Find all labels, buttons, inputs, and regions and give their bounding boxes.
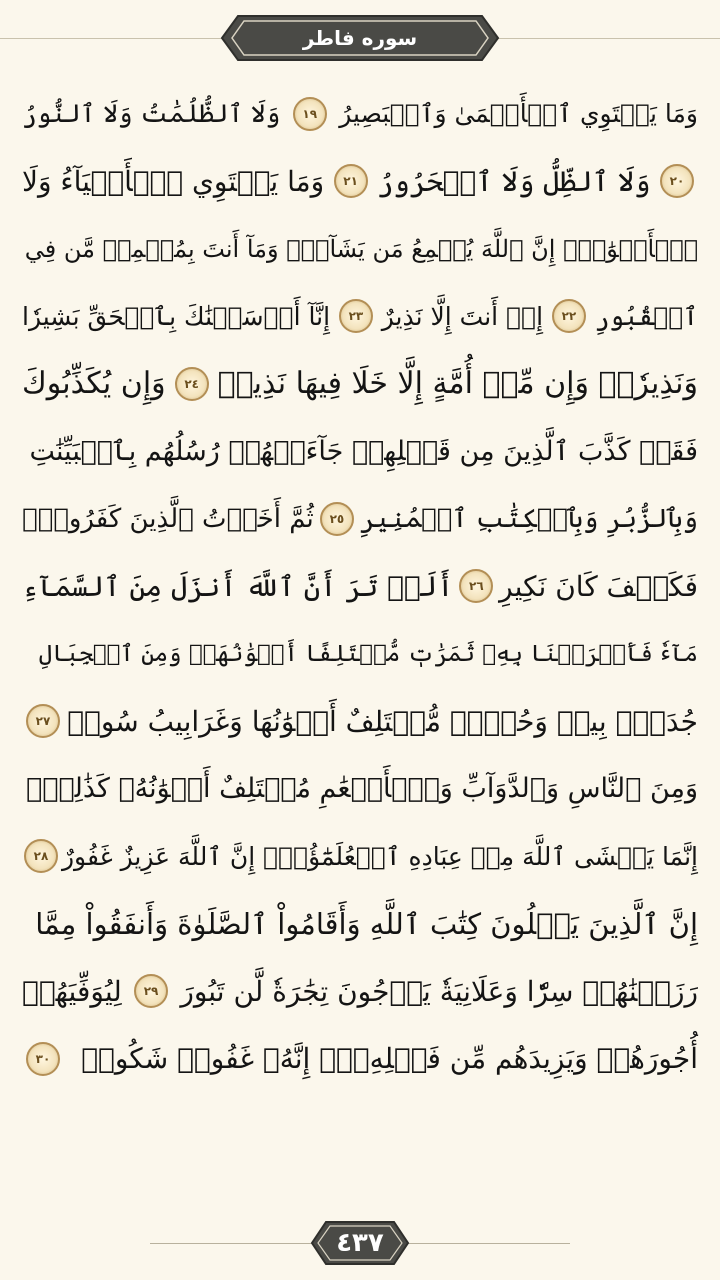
verse-text: وَنَذِيرٗاۚ وَإِن مِّنۡ أُمَّةٍ إِلَّا خَلَا فِيهَا نَذِيرٞ bbox=[217, 366, 698, 402]
text-line bbox=[22, 620, 698, 688]
text-line bbox=[22, 418, 698, 486]
verse-text: ثُمَّ أَخَذۡتُ ٱلَّذِينَ كَفَرُواْۖ bbox=[22, 503, 314, 534]
ayah-number-marker: ٢٥ bbox=[320, 502, 354, 536]
text-line bbox=[22, 80, 698, 148]
text-line bbox=[22, 148, 698, 216]
text-line bbox=[22, 485, 698, 553]
verse-text: فَكَيۡفَ كَانَ نَكِيرِ bbox=[499, 569, 698, 603]
verse-text: وَمَا يَسۡتَوِي ٱلۡأَحۡيَآءُ وَلَا bbox=[22, 164, 325, 198]
ayah-number-marker: ٢٨ bbox=[24, 839, 58, 873]
page-footer bbox=[0, 1212, 720, 1272]
verse-text: إِنَّآ أَرۡسَلۡنَٰكَ بِٱلۡحَقِّ بَشِيرٗا bbox=[22, 301, 331, 331]
text-line bbox=[22, 350, 698, 418]
verse-text: وَلَا ٱلظُّلُمَٰتُ وَلَا ٱلنُّورُ bbox=[22, 99, 281, 129]
text-line bbox=[22, 688, 698, 756]
ayah-number-marker: ٢٦ bbox=[459, 569, 493, 603]
surah-title: سوره فاطر bbox=[302, 26, 418, 50]
text-line bbox=[22, 1025, 698, 1093]
verse-text: وَلَا ٱلظِّلُّ وَلَا ٱلۡحَرُورُ bbox=[377, 164, 651, 198]
ayah-number-marker: ١٩ bbox=[293, 97, 327, 131]
verse-text: إِنۡ أَنتَ إِلَّا نَذِيرٌ bbox=[381, 301, 544, 331]
verse-text: رَزَقۡنَٰهُمۡ سِرّٗا وَعَلَانِيَةٗ يَرۡجُونَ تِجَٰرَةٗ لَّن تَبُورَ bbox=[180, 974, 698, 1008]
verse-text: أَلَمۡ تَرَ أَنَّ ٱللَّهَ أَنزَلَ مِنَ ٱلسَّمَآءِ bbox=[22, 569, 454, 603]
verse-text: وَبِٱلزُّبُرِ وَبِٱلۡكِتَٰبِ ٱلۡمُنِيرِ bbox=[360, 503, 698, 534]
verse-text: إِنَّمَا يَخۡشَى ٱللَّهَ مِنۡ عِبَادِهِ ٱلۡعُلَمَٰٓؤُاْۗ إِنَّ ٱللَّهَ عَزِيزٌ غَفُورٌ bbox=[61, 841, 698, 871]
ayah-number-marker: ٢٩ bbox=[134, 974, 168, 1008]
verse-text: أُجُورَهُمۡ وَيَزِيدَهُم مِّن فَضۡلِهِۦٓۚ إِنَّهُۥ غَفُورٞ شَكُورٞ bbox=[81, 1042, 698, 1076]
ayah-number-marker: ٢٧ bbox=[26, 704, 60, 738]
ayah-number-marker: ٢٤ bbox=[175, 367, 209, 401]
verse-text: وَمَا يَسۡتَوِي ٱلۡأَعۡمَىٰ وَٱلۡبَصِيرُ bbox=[339, 99, 698, 129]
verse-text: لِيُوَفِّيَهُمۡ bbox=[22, 974, 122, 1008]
ayah-number-marker: ٢٣ bbox=[339, 299, 373, 333]
text-line bbox=[22, 755, 698, 823]
text-line bbox=[22, 890, 698, 958]
page-number: ٤٣٧ bbox=[336, 1228, 384, 1258]
verse-text: وَإِن يُكَذِّبُوكَ bbox=[22, 366, 166, 402]
verse-text: وَمِنَ ٱلنَّاسِ وَٱلدَّوَآبِّ وَٱلۡأَنۡعَٰمِ مُخۡتَلِفٌ أَلۡوَٰنُهُۥ كَذَٰلِكَۗ bbox=[26, 773, 698, 805]
page-number-badge bbox=[310, 1220, 410, 1266]
quran-page-text bbox=[22, 80, 698, 1205]
page-header bbox=[0, 0, 720, 78]
text-line bbox=[22, 958, 698, 1026]
verse-text: جُدَدُۢ بِيضٞ وَحُمۡرٞ مُّخۡتَلِفٌ أَلۡوَٰنُهَا وَغَرَابِيبُ سُودٞ bbox=[67, 704, 698, 738]
verse-text: ٱلۡأَمۡوَٰتُۚ إِنَّ ٱللَّهَ يُسۡمِعُ مَن يَشَآءُۖ وَمَآ أَنتَ بِمُسۡمِعٖ مَّن فِي bbox=[24, 234, 698, 263]
ayah-number-marker: ٢٢ bbox=[552, 299, 586, 333]
text-line bbox=[22, 283, 698, 351]
verse-text: فَقَدۡ كَذَّبَ ٱلَّذِينَ مِن قَبۡلِهِمۡ جَآءَتۡهُمۡ رُسُلُهُم بِٱلۡبَيِّنَٰتِ bbox=[29, 435, 698, 467]
ayah-number-marker: ٢١ bbox=[334, 164, 368, 198]
verse-text: مَآءٗ فَأَخۡرَجۡنَا بِهِۦ ثَمَرَٰتٖ مُّخۡتَلِفًا أَلۡوَٰنُهَاۚ وَمِنَ ٱلۡجِبَالِ bbox=[38, 640, 698, 667]
text-line bbox=[22, 553, 698, 621]
ayah-number-marker: ٣٠ bbox=[26, 1042, 60, 1076]
text-line bbox=[22, 823, 698, 891]
verse-text: ٱلۡقُبُورِ bbox=[594, 301, 698, 331]
surah-name-badge bbox=[220, 14, 500, 62]
ayah-number-marker: ٢٠ bbox=[660, 164, 694, 198]
verse-text: إِنَّ ٱلَّذِينَ يَتۡلُونَ كِتَٰبَ ٱللَّهِ وَأَقَامُواْ ٱلصَّلَوٰةَ وَأَنفَقُواْ مِمَّا bbox=[35, 906, 698, 941]
text-line bbox=[22, 215, 698, 283]
